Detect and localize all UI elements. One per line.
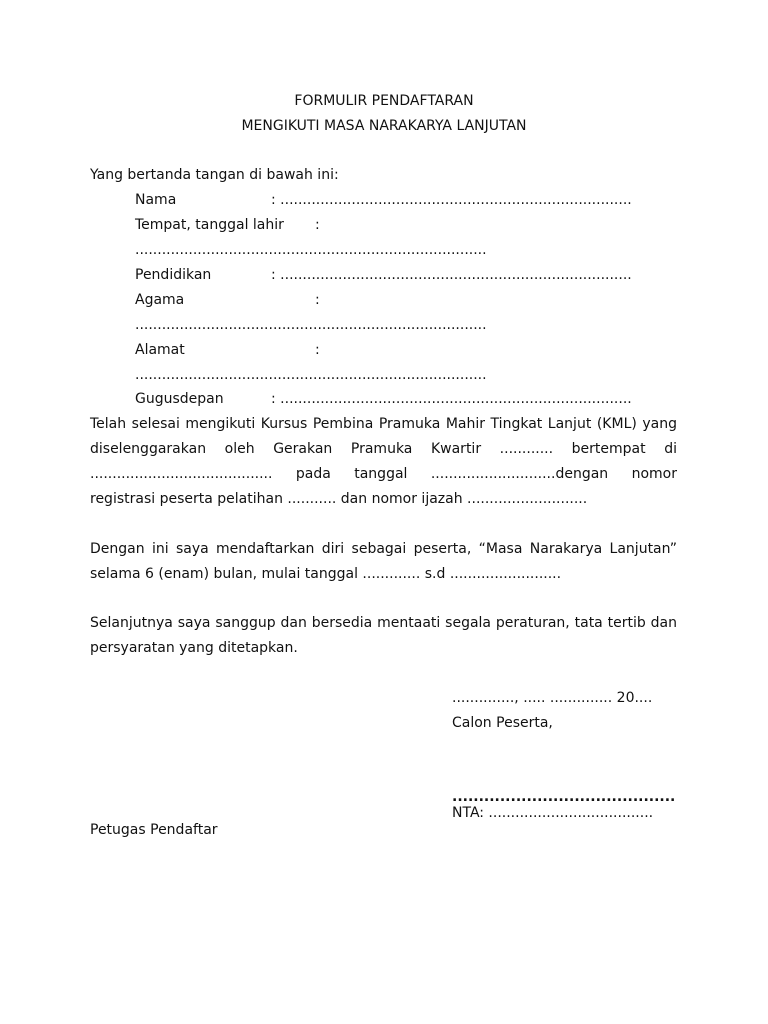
field-ttl-value: ...............................................................................	[135, 242, 487, 258]
intro-text: Yang bertanda tangan di bawah ini:	[90, 167, 339, 183]
field-alamat-colon: :	[315, 342, 320, 358]
signature-date: .............., ..... .............. 20....	[452, 690, 653, 706]
form-title-line1: FORMULIR PENDAFTARAN	[294, 93, 474, 109]
field-pendidikan-value: : ...............................................................................	[271, 267, 632, 283]
field-ttl-label: Tempat, tanggal lahir	[135, 217, 284, 233]
field-agama-label: Agama	[135, 292, 185, 308]
paragraph3-line1: Selanjutnya saya sanggup dan bersedia mentaati segala peraturan, tata tertib dan	[90, 615, 677, 631]
paragraph1-line4: registrasi peserta pelatihan ........... dan nomor ijazah ...........................	[90, 491, 588, 507]
officer-label: Petugas Pendaftar	[90, 822, 218, 838]
paragraph1-line1: Telah selesai mengikuti Kursus Pembina Pramuka Mahir Tingkat Lanjut (KML) yang	[90, 416, 677, 432]
field-gugusdepan-label: Gugusdepan	[135, 391, 224, 407]
field-agama-colon: :	[315, 292, 320, 308]
field-nama-label: Nama	[135, 192, 177, 208]
signature-nta: NTA: .....................................	[452, 805, 654, 821]
signature-role: Calon Peserta,	[452, 715, 553, 731]
form-title-line2: MENGIKUTI MASA NARAKARYA LANJUTAN	[241, 118, 527, 134]
field-gugusdepan-value: : ...............................................................................	[271, 391, 632, 407]
paragraph2-line2: selama 6 (enam) bulan, mulai tanggal ............. s.d .........................	[90, 566, 562, 582]
paragraph1-line2: diselenggarakan oleh Gerakan Pramuka Kwartir ............ bertempat di	[90, 441, 677, 457]
field-alamat-label: Alamat	[135, 342, 185, 358]
paragraph1-line3: ......................................... pada tanggal ............................dengan nomor	[90, 466, 677, 482]
paragraph2-line1: Dengan ini saya mendaftarkan diri sebagai peserta, “Masa Narakarya Lanjutan”	[90, 541, 677, 557]
field-pendidikan-label: Pendidikan	[135, 267, 212, 283]
signature-name-line: ..........................................	[452, 789, 676, 805]
field-agama-value: ...............................................................................	[135, 317, 487, 333]
field-nama-value: : ...............................................................................	[271, 192, 632, 208]
paragraph3-line2: persyaratan yang ditetapkan.	[90, 640, 298, 656]
field-ttl-colon: :	[315, 217, 320, 233]
field-alamat-value: ...............................................................................	[135, 367, 487, 383]
